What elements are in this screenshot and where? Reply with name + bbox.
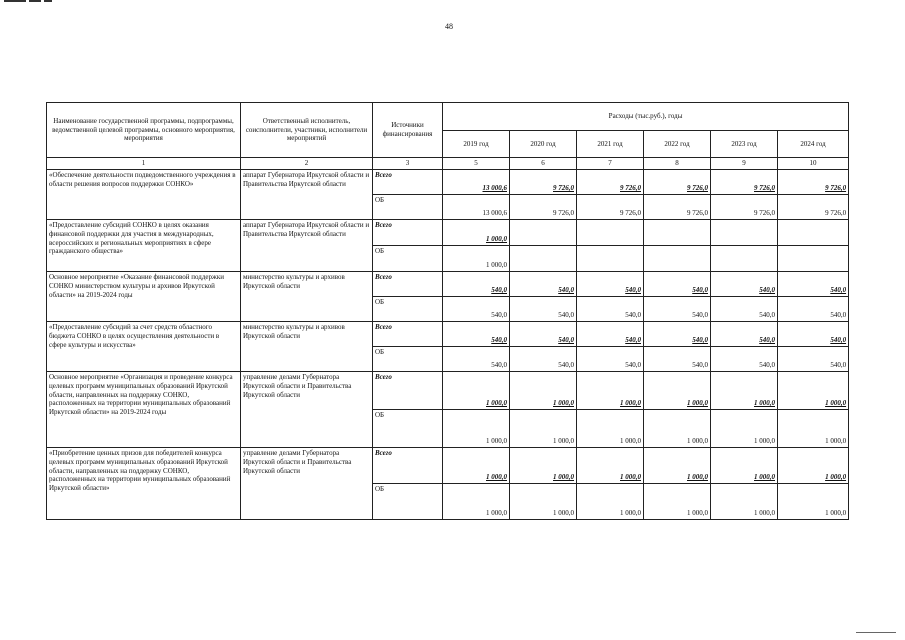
- total-value: 1 000,0: [443, 220, 510, 246]
- ob-value: 9 726,0: [711, 195, 778, 220]
- total-value: 1 000,0: [443, 448, 510, 484]
- ob-value: 1 000,0: [778, 484, 849, 520]
- scan-mark: [4, 0, 64, 3]
- total-value: 540,0: [711, 272, 778, 297]
- ob-value: 13 000,6: [443, 195, 510, 220]
- total-value: 9 726,0: [510, 170, 577, 195]
- executor: управление делами Губернатора Иркутской области и Правительства Иркутской области: [241, 448, 373, 520]
- source-ob-label: ОБ: [373, 347, 443, 372]
- total-value: 1 000,0: [711, 372, 778, 410]
- source-ob-label: ОБ: [373, 246, 443, 272]
- executor: аппарат Губернатора Иркутской области и Правительства Иркутской области: [241, 170, 373, 220]
- source-total-label: Всего: [373, 448, 443, 484]
- table-row: [47, 272, 849, 297]
- ob-value: 1 000,0: [577, 410, 644, 448]
- column-number: 10: [778, 158, 849, 170]
- table-row: [47, 220, 849, 246]
- ob-value: 540,0: [510, 347, 577, 372]
- total-value: 540,0: [711, 322, 778, 347]
- ob-value: 540,0: [778, 297, 849, 322]
- source-total-label: Всего: [373, 322, 443, 347]
- header-year: 2021 год: [577, 131, 644, 158]
- total-value: 540,0: [644, 272, 711, 297]
- header-expenses: Расходы (тыс.руб.), годы: [443, 103, 849, 131]
- column-number: 2: [241, 158, 373, 170]
- source-ob-label: ОБ: [373, 195, 443, 220]
- total-value: 1 000,0: [778, 372, 849, 410]
- total-value: 540,0: [577, 322, 644, 347]
- ob-value: 540,0: [711, 297, 778, 322]
- total-value: [577, 220, 644, 246]
- ob-value: 540,0: [443, 297, 510, 322]
- ob-value: 1 000,0: [443, 410, 510, 448]
- column-number: 9: [711, 158, 778, 170]
- total-value: 1 000,0: [510, 372, 577, 410]
- ob-value: 540,0: [443, 347, 510, 372]
- table-row: [47, 322, 849, 347]
- ob-value: 1 000,0: [443, 484, 510, 520]
- footer-rule: [856, 632, 896, 633]
- activity-name: «Приобретение ценных призов для победителей конкурса целевых программ муниципальных образований Иркутской области, направленных на поддержку СОНКО, расположенных на территории муниципальных образований Иркутской области»: [47, 448, 241, 520]
- table-row: [47, 372, 849, 410]
- table-row: [47, 170, 849, 195]
- total-value: 540,0: [443, 322, 510, 347]
- total-value: 540,0: [443, 272, 510, 297]
- source-total-label: Всего: [373, 170, 443, 195]
- total-value: 1 000,0: [443, 372, 510, 410]
- total-value: 9 726,0: [711, 170, 778, 195]
- ob-value: 540,0: [577, 347, 644, 372]
- activity-name: Основное мероприятие «Организация и проведение конкурса целевых программ муниципальных образований Иркутской области, направленных на поддержку СОНКО, расположенных на территории муниципальных образований Иркутской области» на 2019-2024 годы: [47, 372, 241, 448]
- ob-value: 1 000,0: [443, 246, 510, 272]
- header-year: 2022 год: [644, 131, 711, 158]
- total-value: [711, 220, 778, 246]
- ob-value: 1 000,0: [711, 410, 778, 448]
- ob-value: 9 726,0: [510, 195, 577, 220]
- total-value: 540,0: [778, 322, 849, 347]
- source-total-label: Всего: [373, 372, 443, 410]
- ob-value: 540,0: [644, 347, 711, 372]
- total-value: 13 000,6: [443, 170, 510, 195]
- header-year: 2019 год: [443, 131, 510, 158]
- total-value: 9 726,0: [778, 170, 849, 195]
- ob-value: 9 726,0: [577, 195, 644, 220]
- total-value: 1 000,0: [778, 448, 849, 484]
- total-value: [778, 220, 849, 246]
- ob-value: [577, 246, 644, 272]
- source-ob-label: ОБ: [373, 410, 443, 448]
- ob-value: 1 000,0: [644, 484, 711, 520]
- total-value: 1 000,0: [644, 372, 711, 410]
- total-value: 540,0: [510, 272, 577, 297]
- column-number: 7: [577, 158, 644, 170]
- column-number: 8: [644, 158, 711, 170]
- total-value: 1 000,0: [577, 372, 644, 410]
- ob-value: [711, 246, 778, 272]
- header-year: 2024 год: [778, 131, 849, 158]
- source-total-label: Всего: [373, 272, 443, 297]
- total-value: 9 726,0: [577, 170, 644, 195]
- ob-value: [778, 246, 849, 272]
- ob-value: 9 726,0: [644, 195, 711, 220]
- header-executor: Ответственный исполнитель, соисполнители, участники, исполнители мероприятий: [241, 103, 373, 158]
- column-number: 5: [443, 158, 510, 170]
- total-value: 540,0: [510, 322, 577, 347]
- header-year: 2023 год: [711, 131, 778, 158]
- executor: министерство культуры и архивов Иркутской области: [241, 322, 373, 372]
- header-source: Источники финансирования: [373, 103, 443, 158]
- source-total-label: Всего: [373, 220, 443, 246]
- executor: аппарат Губернатора Иркутской области и Правительства Иркутской области: [241, 220, 373, 272]
- ob-value: [644, 246, 711, 272]
- activity-name: Основное мероприятие «Оказание финансовой поддержки СОНКО министерством культуры и архивов Иркутской области» на 2019-2024 годы: [47, 272, 241, 322]
- activity-name: «Обеспечение деятельности подведомственного учреждения в области решения вопросов поддержки СОНКО»: [47, 170, 241, 220]
- ob-value: 540,0: [510, 297, 577, 322]
- executor: министерство культуры и архивов Иркутской области: [241, 272, 373, 322]
- total-value: 1 000,0: [510, 448, 577, 484]
- activity-name: «Предоставление субсидий за счет средств областного бюджета СОНКО в целях осуществления деятельности в сфере культуры и искусства»: [47, 322, 241, 372]
- total-value: [510, 220, 577, 246]
- ob-value: 1 000,0: [711, 484, 778, 520]
- table-row: [47, 448, 849, 484]
- source-ob-label: ОБ: [373, 297, 443, 322]
- ob-value: 1 000,0: [778, 410, 849, 448]
- ob-value: 540,0: [577, 297, 644, 322]
- total-value: 540,0: [577, 272, 644, 297]
- ob-value: 540,0: [644, 297, 711, 322]
- ob-value: 1 000,0: [644, 410, 711, 448]
- total-value: 1 000,0: [644, 448, 711, 484]
- ob-value: 9 726,0: [778, 195, 849, 220]
- ob-value: [510, 246, 577, 272]
- total-value: [644, 220, 711, 246]
- total-value: 1 000,0: [577, 448, 644, 484]
- ob-value: 1 000,0: [577, 484, 644, 520]
- column-number: 3: [373, 158, 443, 170]
- expenses-table: [46, 102, 849, 520]
- ob-value: 1 000,0: [510, 484, 577, 520]
- ob-value: 540,0: [778, 347, 849, 372]
- executor: управление делами Губернатора Иркутской области и Правительства Иркутской области: [241, 372, 373, 448]
- ob-value: 540,0: [711, 347, 778, 372]
- ob-value: 1 000,0: [510, 410, 577, 448]
- total-value: 9 726,0: [644, 170, 711, 195]
- total-value: 1 000,0: [711, 448, 778, 484]
- column-number: 6: [510, 158, 577, 170]
- header-year: 2020 год: [510, 131, 577, 158]
- source-ob-label: ОБ: [373, 484, 443, 520]
- total-value: 540,0: [778, 272, 849, 297]
- page-number: 48: [445, 22, 453, 31]
- column-number: 1: [47, 158, 241, 170]
- total-value: 540,0: [644, 322, 711, 347]
- activity-name: «Предоставление субсидий СОНКО в целях оказания финансовой поддержки для участия в международных, всероссийских и региональных мероприятиях в сфере гражданского общества»: [47, 220, 241, 272]
- header-program: Наименование государственной программы, подпрограммы, ведомственной целевой программы, основного мероприятия, мероприятия: [47, 103, 241, 158]
